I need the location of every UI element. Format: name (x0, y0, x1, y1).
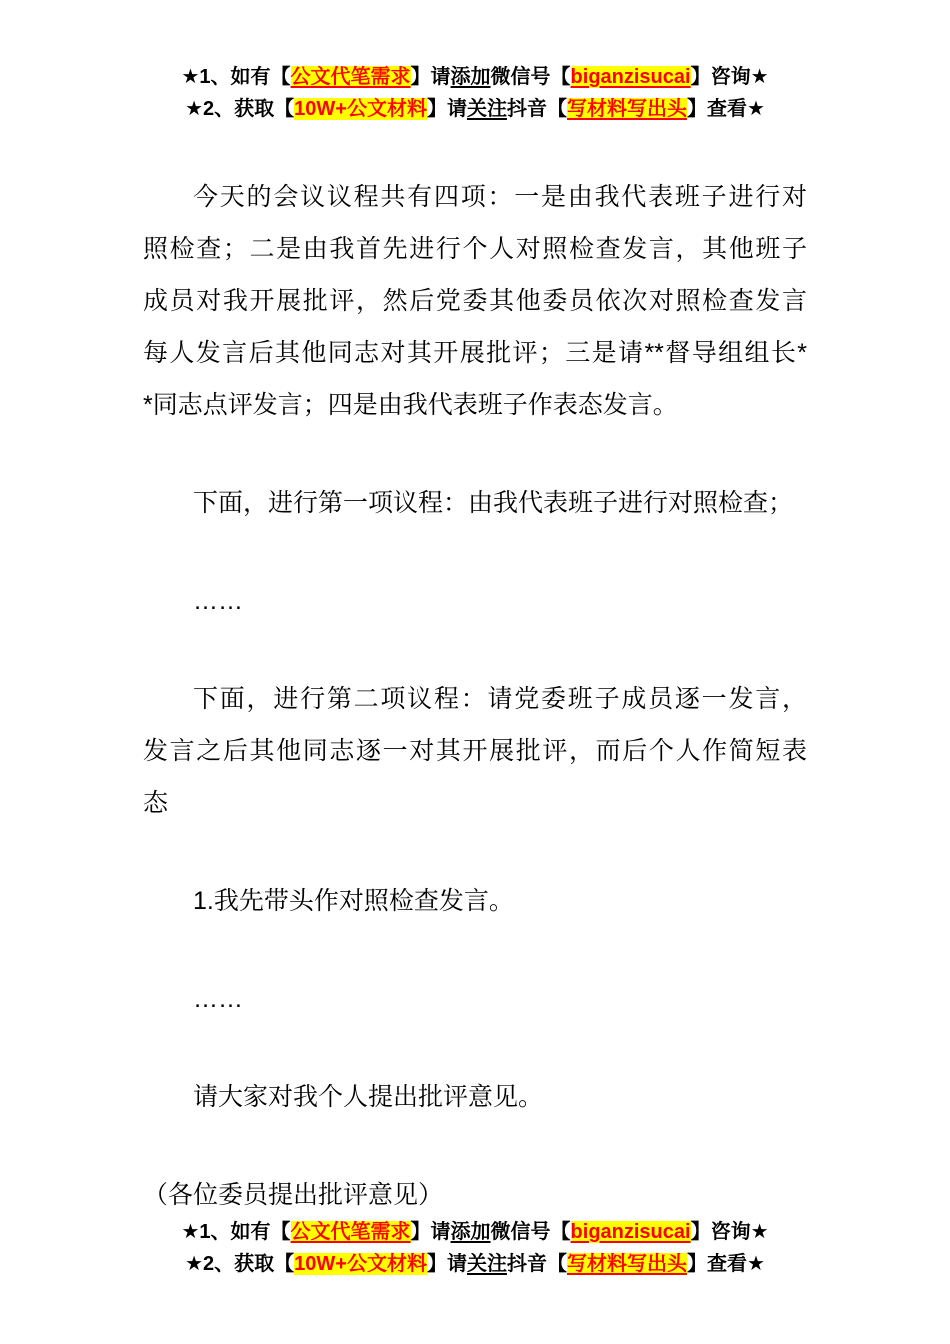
promo-text-segment: 】请 (426, 1253, 467, 1275)
promo-text-segment: ★2、获取【 (185, 98, 295, 120)
text-line: …… (193, 587, 243, 615)
paragraph (143, 1169, 807, 1221)
promo-highlight-segment: 公文代笔需求 (290, 1221, 411, 1243)
promo-text-segment: 微信号【 (490, 66, 571, 88)
promo-footer (0, 1216, 950, 1280)
promo-text-segment: 添加 (450, 1221, 491, 1243)
promo-text-segment: 微信号【 (490, 1221, 571, 1243)
text-line: 每人发言后其他同志对其开展批评；三是请**督导组组长* (143, 339, 807, 367)
promo-text-segment: 】咨询★ (690, 1221, 769, 1243)
promo-header (0, 61, 950, 125)
promo-footer-line-1 (0, 1216, 950, 1248)
promo-highlight-segment: 10W+公文材料 (294, 98, 427, 120)
paragraph (143, 575, 807, 627)
promo-highlight-segment: 写材料写出头 (566, 1253, 687, 1275)
text-line: …… (193, 985, 243, 1013)
promo-highlight-segment: 10W+公文材料 (294, 1253, 427, 1275)
promo-header-line-2 (0, 93, 950, 125)
promo-text-segment: ★2、获取【 (185, 1253, 295, 1275)
promo-text-segment: 抖音【 (506, 98, 567, 120)
text-line: 请大家对我个人提出批评意见。 (193, 1083, 544, 1111)
promo-text-segment: 】咨询★ (690, 66, 769, 88)
promo-highlight-segment: biganzisucai (570, 1221, 691, 1243)
text-line: 成员对我开展批评，然后党委其他委员依次对照检查发言 (143, 287, 807, 315)
text-line: 1.我先带头作对照检查发言。 (193, 887, 514, 915)
promo-highlight-segment: biganzisucai (570, 66, 691, 88)
promo-text-segment: 】请 (410, 1221, 451, 1243)
text-line: 照检查；二是由我首先进行个人对照检查发言，其他班子 (143, 235, 807, 263)
text-line: 今天的会议议程共有四项：一是由我代表班子进行对 (193, 183, 807, 211)
paragraph (143, 477, 807, 529)
promo-text-segment: 】查看★ (686, 98, 765, 120)
promo-footer-line-2 (0, 1248, 950, 1280)
paragraph (143, 673, 807, 829)
paragraph (143, 171, 807, 431)
text-line: （各位委员提出批评意见） (143, 1181, 444, 1209)
promo-text-segment: 添加 (450, 66, 491, 88)
promo-text-segment: 】请 (426, 98, 467, 120)
text-line: *同志点评发言；四是由我代表班子作表态发言。 (143, 391, 678, 419)
promo-text-segment: 】查看★ (686, 1253, 765, 1275)
promo-text-segment: ★1、如有【 (181, 1221, 291, 1243)
paragraph (143, 875, 807, 927)
text-line: 下面，进行第二项议程：请党委班子成员逐一发言， (193, 685, 807, 713)
text-line: 发言之后其他同志逐一对其开展批评，而后个人作简短表 (143, 737, 807, 765)
text-line: 态 (143, 789, 169, 817)
promo-text-segment: ★1、如有【 (181, 66, 291, 88)
promo-text-segment: 抖音【 (506, 1253, 567, 1275)
promo-text-segment: 关注 (466, 98, 507, 120)
text-line: 下面，进行第一项议程：由我代表班子进行对照检查； (193, 489, 794, 517)
paragraph (143, 973, 807, 1025)
promo-highlight-segment: 公文代笔需求 (290, 66, 411, 88)
document-body (143, 171, 807, 1221)
promo-text-segment: 关注 (466, 1253, 507, 1275)
promo-header-line-1 (0, 61, 950, 93)
promo-text-segment: 】请 (410, 66, 451, 88)
paragraph (143, 1071, 807, 1123)
promo-highlight-segment: 写材料写出头 (566, 98, 687, 120)
